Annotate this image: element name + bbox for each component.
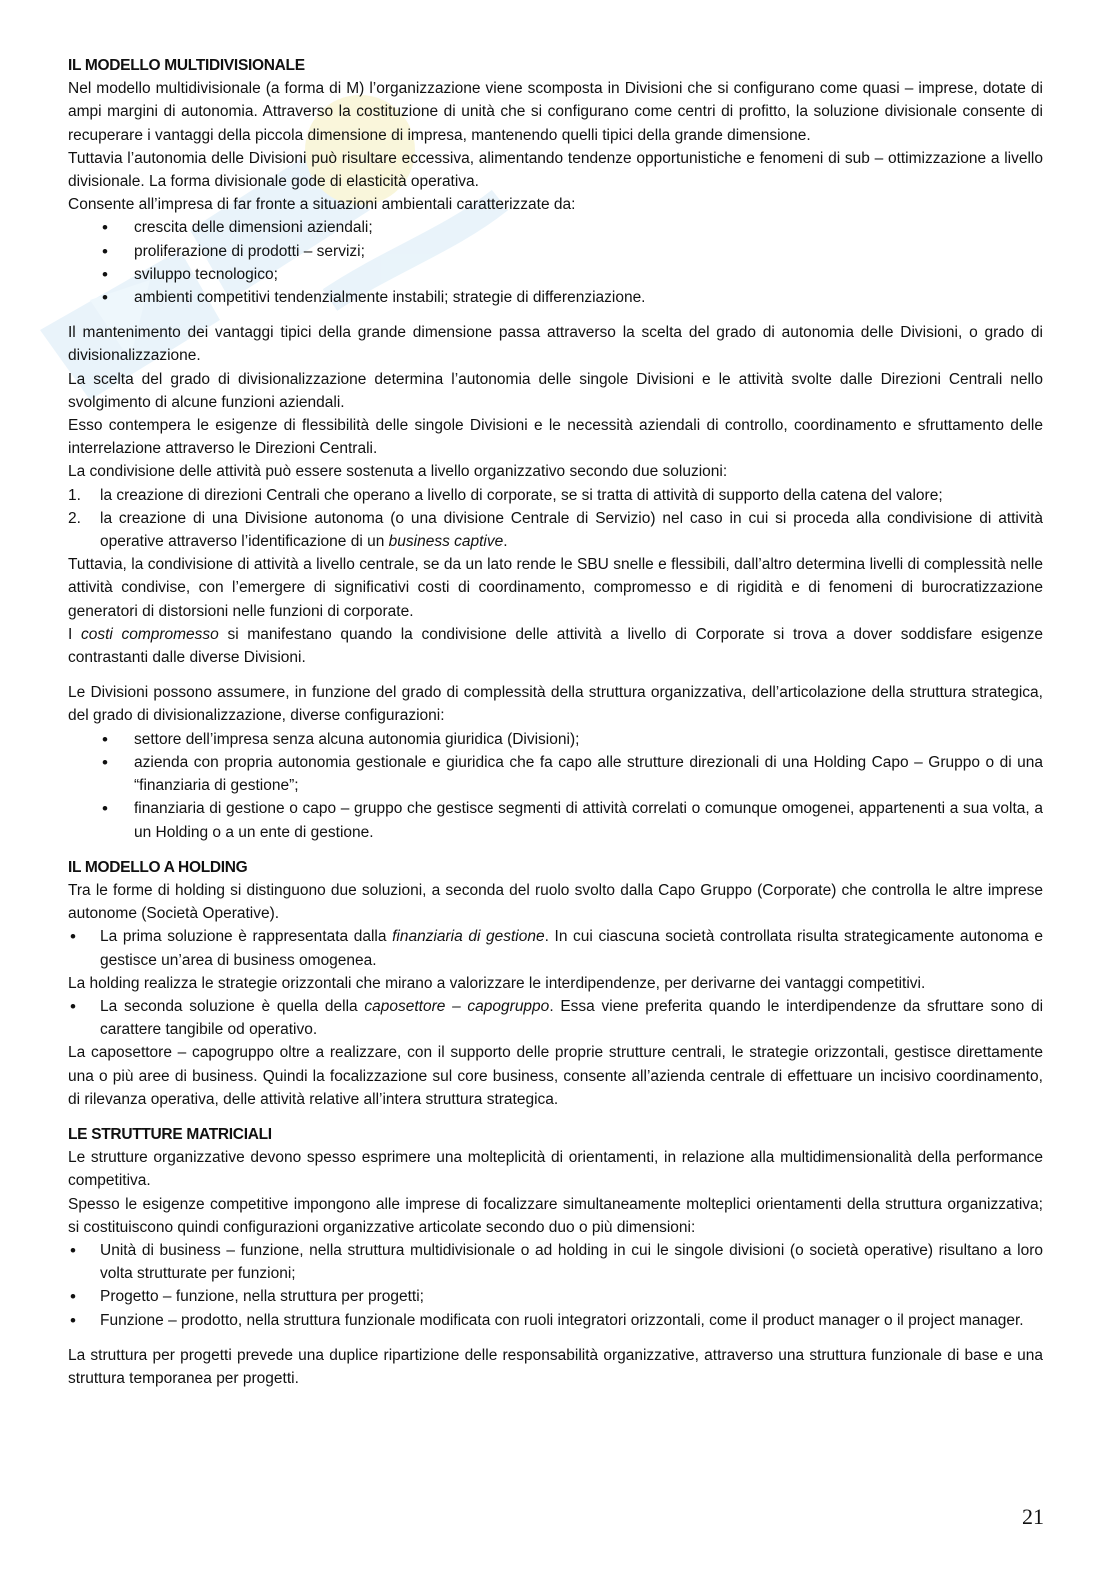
list-item: • Unità di business – funzione, nella struttura multidivisionale o ad holding in cui le singole divisioni (o società operative) risultano a loro volta strutturate per funzioni; xyxy=(68,1239,1043,1285)
paragraph: Nel modello multidivisionale (a forma di M) l’organizzazione viene scomposta in Divisioni che si configurano come quasi – imprese, dotate di ampi margini di autonomia. Attraverso la costituzione di unità che si configurano come centri di profitto, la soluzione divisionale consente di recuperare i vantaggi della piccola dimensione di impresa, mantenendo quelli tipici della grande dimensione. xyxy=(68,80,1043,144)
emphasis: business captive xyxy=(388,533,504,551)
list-item-text: la creazione di direzioni Centrali che operano a livello di corporate, se si tratta di attività di supporto della catena del valore; xyxy=(100,486,943,504)
emphasis: finanziaria di gestione xyxy=(392,928,545,946)
paragraph: La holding realizza le strategie orizzontali che mirano a valorizzare le interdipendenze, per derivarne dei vantaggi competitivi. xyxy=(68,974,926,992)
paragraph: Tra le forme di holding si distinguono due soluzioni, a seconda del ruolo svolto dalla Capo Gruppo (Corporate) che controlla le altre imprese autonome (Società Operative). xyxy=(68,881,1043,923)
list-item xyxy=(68,484,1043,507)
list-item xyxy=(68,995,1043,1041)
list-item: • crescita delle dimensioni aziendali; xyxy=(68,216,1043,239)
section-title-matriciali: LE STRUTTURE MATRICIALI xyxy=(68,1125,272,1143)
list-item-text: la creazione di una Divisione autonoma (o una divisione Centrale di Servizio) nel caso in cui si proceda alla condivisione di attività operative attraverso l’identificazione di un xyxy=(100,509,1043,551)
document-page xyxy=(68,54,1043,1390)
page-number: 21 xyxy=(1022,1504,1044,1529)
bullet-list xyxy=(68,216,1043,309)
list-item: • azienda con propria autonomia gestionale e giuridica che fa capo alle strutture direzionali di una Holding Capo – Gruppo o di una “finanziaria di gestione”; xyxy=(68,751,1043,797)
numbered-list xyxy=(68,484,1043,554)
paragraph: La scelta del grado di divisionalizzazione determina l’autonomia delle singole Divisioni e le attività svolte dalle Direzioni Centrali nello svolgimento di alcune funzioni aziendali. xyxy=(68,370,1043,411)
list-item-text: . xyxy=(503,533,508,551)
list-number: 1. xyxy=(68,486,81,504)
paragraph: Spesso le esigenze competitive impongono alle imprese di focalizzare simultaneamente molteplici orientamenti della struttura organizzativa; si costituiscono quindi configurazioni organizzative articolate secondo duo o più dimensioni: xyxy=(68,1195,1043,1236)
section-title-multidivisionale: IL MODELLO MULTIDIVISIONALE xyxy=(68,57,305,74)
bullet-list xyxy=(68,1239,1043,1332)
paragraph: Il mantenimento dei vantaggi tipici della grande dimensione passa attraverso la scelta del grado di autonomia delle Divisioni, o grado di divisionalizzazione. xyxy=(68,324,1043,365)
list-item: • sviluppo tecnologico; xyxy=(68,263,1043,286)
text: La prima soluzione è rappresentata dalla xyxy=(100,928,393,946)
text: I xyxy=(68,625,81,643)
paragraph: Tuttavia l’autonomia delle Divisioni può risultare eccessiva, alimentando tendenze opportunistiche e fenomeni di sub – ottimizzazione a livello divisionale. La forma divisionale gode di elasticità operativa. xyxy=(68,149,1043,191)
paragraph: Esso contempera le esigenze di flessibilità delle singole Divisioni e le necessità aziendali di controllo, coordinamento e sfruttamento delle interrelazione attraverso le Direzioni Centrali. xyxy=(68,417,1043,458)
text: si manifestano quando la condivisione delle attività a livello di Corporate si trova a dover soddisfare esigenze contrastanti dalle diverse Divisioni. xyxy=(68,625,1043,667)
list-item xyxy=(68,507,1043,553)
paragraph xyxy=(68,623,1043,669)
bullet-list xyxy=(68,995,1043,1041)
paragraph: Le strutture organizzative devono spesso esprimere una molteplicità di orientamenti, in relazione alla multidimensionalità della performance competitiva. xyxy=(68,1149,1043,1190)
paragraph: La condivisione delle attività può essere sostenuta a livello organizzativo secondo due soluzioni: xyxy=(68,463,728,481)
paragraph: Le Divisioni possono assumere, in funzione del grado di complessità della struttura organizzativa, dell’articolazione della struttura strategica, del grado di divisionalizzazione, diverse configurazioni: xyxy=(68,684,1043,725)
emphasis: costi compromesso xyxy=(80,625,219,643)
list-item: • finanziaria di gestione o capo – gruppo che gestisce segmenti di attività correlati o comunque omogenei, appartenenti a sua volta, a un Holding o a un ente di gestione. xyxy=(68,797,1043,843)
paragraph: La caposettore – capogruppo oltre a realizzare, con il supporto delle proprie strutture centrali, le strategie orizzontali, gestisce direttamente una o più aree di business. Quindi la focalizzazione sul core business, consente all’azienda centrale di effettuare un incisivo coordinamento, di rilevanza operativa, delle attività relative all’intera struttura strategica. xyxy=(68,1044,1043,1108)
list-item: • Funzione – prodotto, nella struttura funzionale modificata con ruoli integratori orizzontali, come il product manager o il project manager. xyxy=(68,1309,1043,1332)
paragraph: Tuttavia, la condivisione di attività a livello centrale, se da un lato rende le SBU snelle e flessibili, dall’altro determina livelli di complessità nelle attività condivise, con l’emergere di significativi costi di coordinamento, compromesso e di rigidità e di fenomeni di burocratizzazione generatori di distorsioni nelle funzioni di corporate. xyxy=(68,556,1043,620)
list-item xyxy=(68,925,1043,971)
list-item: • proliferazione di prodotti – servizi; xyxy=(68,240,1043,263)
list-item: • ambienti competitivi tendenzialmente instabili; strategie di differenziazione. xyxy=(68,286,1043,309)
paragraph: La struttura per progetti prevede una duplice ripartizione delle responsabilità organizzative, attraverso una struttura funzionale di base e una struttura temporanea per progetti. xyxy=(68,1346,1043,1387)
bullet-list xyxy=(68,728,1043,844)
section-title-holding: IL MODELLO A HOLDING xyxy=(68,858,248,876)
text: La seconda soluzione è quella della xyxy=(100,997,365,1015)
emphasis: caposettore – capogruppo xyxy=(364,997,550,1015)
paragraph: Consente all’impresa di far fronte a situazioni ambientali caratterizzate da: xyxy=(68,196,576,214)
text: . In cui ciascuna società controllata risulta strategicamente autonoma e gestisce un’area di business omogenea. xyxy=(100,928,1044,969)
list-item: • Progetto – funzione, nella struttura per progetti; xyxy=(68,1285,1043,1308)
text: . Essa viene preferita quando le interdipendenze da sfruttare sono di carattere tangibile od operativo. xyxy=(100,997,1044,1039)
list-number: 2. xyxy=(68,509,81,527)
bullet-list xyxy=(68,925,1043,971)
list-item: • settore dell’impresa senza alcuna autonomia giuridica (Divisioni); xyxy=(68,728,1043,751)
